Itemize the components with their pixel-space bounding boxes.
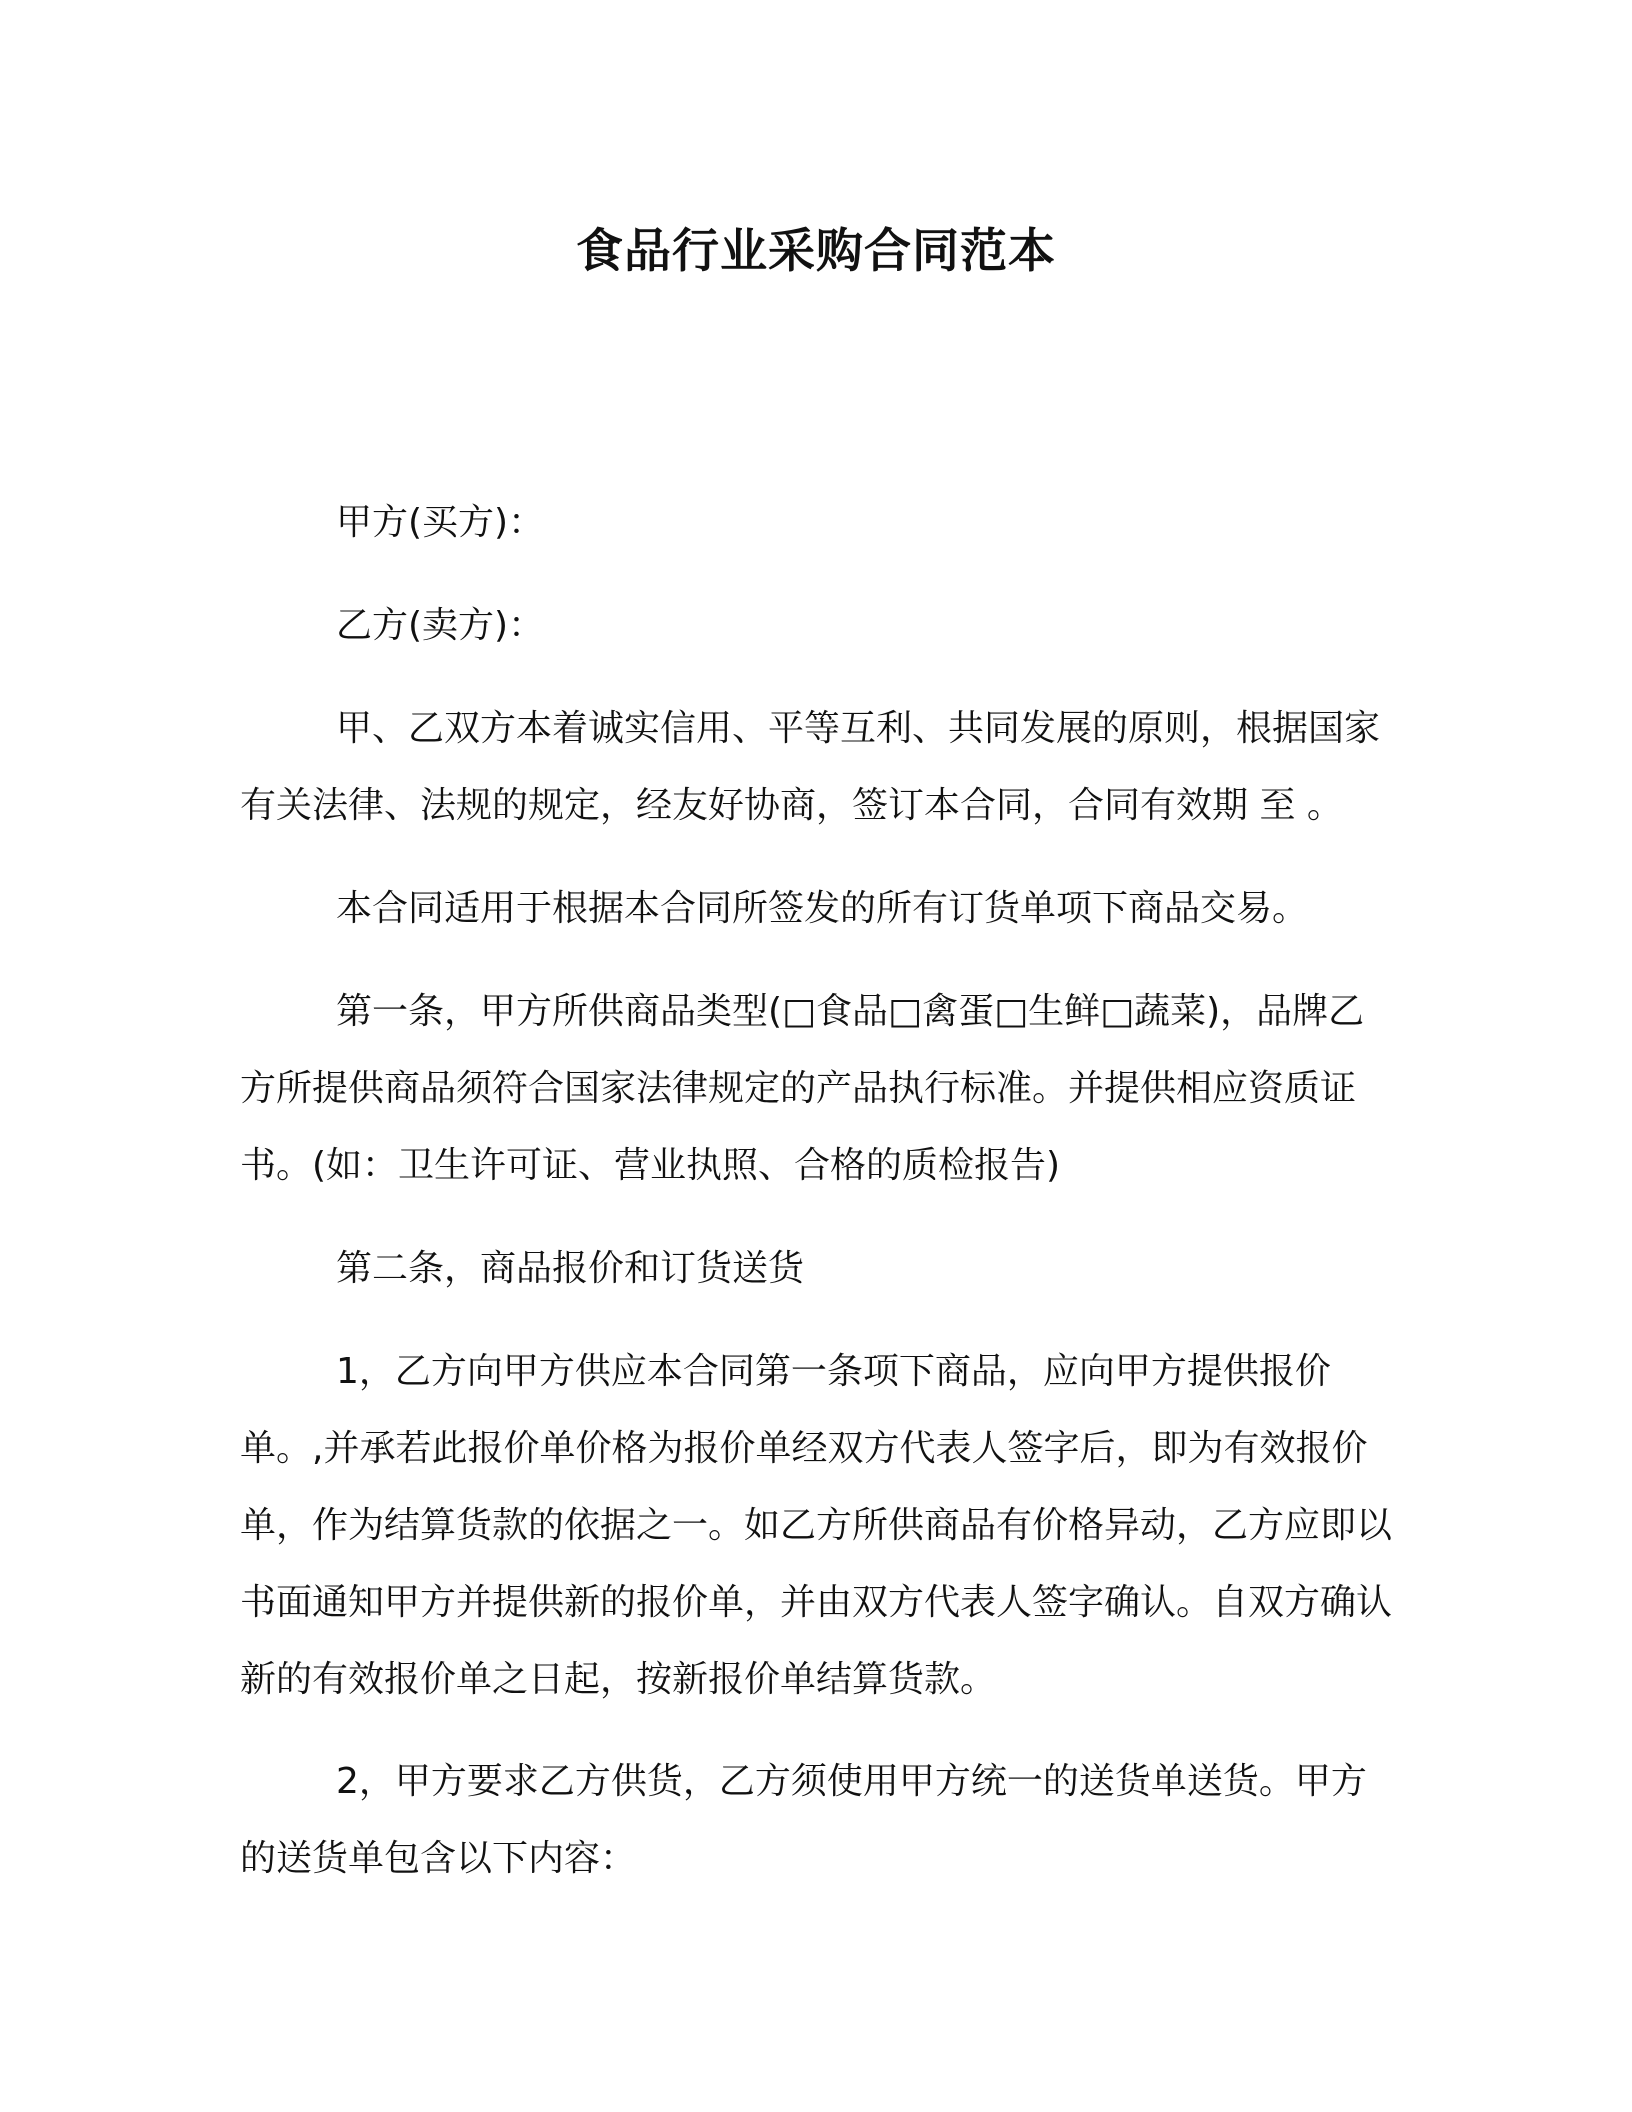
seller-line — [240, 587, 1400, 664]
article-two-item-2 — [240, 1743, 1400, 1897]
paragraph-item-1: 1，乙方向甲方供应本合同第一条项下商品，应向甲方提供报价单。,并承若此报价单价格为报价单经双方代表人签字后，即为有效报价单，作为结算货款的依据之一。如乙方所供商品有价格异动，乙方应即以书面通知甲方并提供新的报价单，并由双方代表人签字确认。自双方确认新的有效报价单之日起，按新报价单结算货款。 — [240, 1351, 1393, 1700]
paragraph-item-2: 2，甲方要求乙方供货，乙方须使用甲方统一的送货单送货。甲方的送货单包含以下内容： — [240, 1761, 1367, 1879]
article-two-item-1 — [240, 1333, 1400, 1718]
paragraph-article-one: 第一条，甲方所供商品类型(□食品□禽蛋□生鲜□蔬菜)，品牌乙方所提供商品须符合国家法律规定的产品执行标准。并提供相应资质证书。(如：卫生许可证、营业执照、合格的质检报告) — [240, 991, 1365, 1186]
paragraph-seller: 乙方(卖方)： — [336, 605, 545, 646]
paragraph-article-two: 第二条，商品报价和订货送货 — [336, 1248, 805, 1289]
document-title: 食品行业采购合同范本 — [576, 224, 1056, 279]
paragraph-scope: 本合同适用于根据本合同所签发的所有订货单项下商品交易。 — [336, 888, 1309, 929]
paragraph-buyer: 甲方(买方)： — [336, 502, 545, 543]
scope-clause — [240, 870, 1400, 947]
paragraph-preamble: 甲、乙双方本着诚实信用、平等互利、共同发展的原则，根据国家有关法律、法规的规定，经友好协商，签订本合同，合同有效期 至 。 — [240, 708, 1381, 826]
article-two-heading — [240, 1230, 1400, 1307]
buyer-line — [240, 484, 1400, 561]
preamble — [240, 690, 1400, 844]
article-one — [240, 973, 1400, 1204]
